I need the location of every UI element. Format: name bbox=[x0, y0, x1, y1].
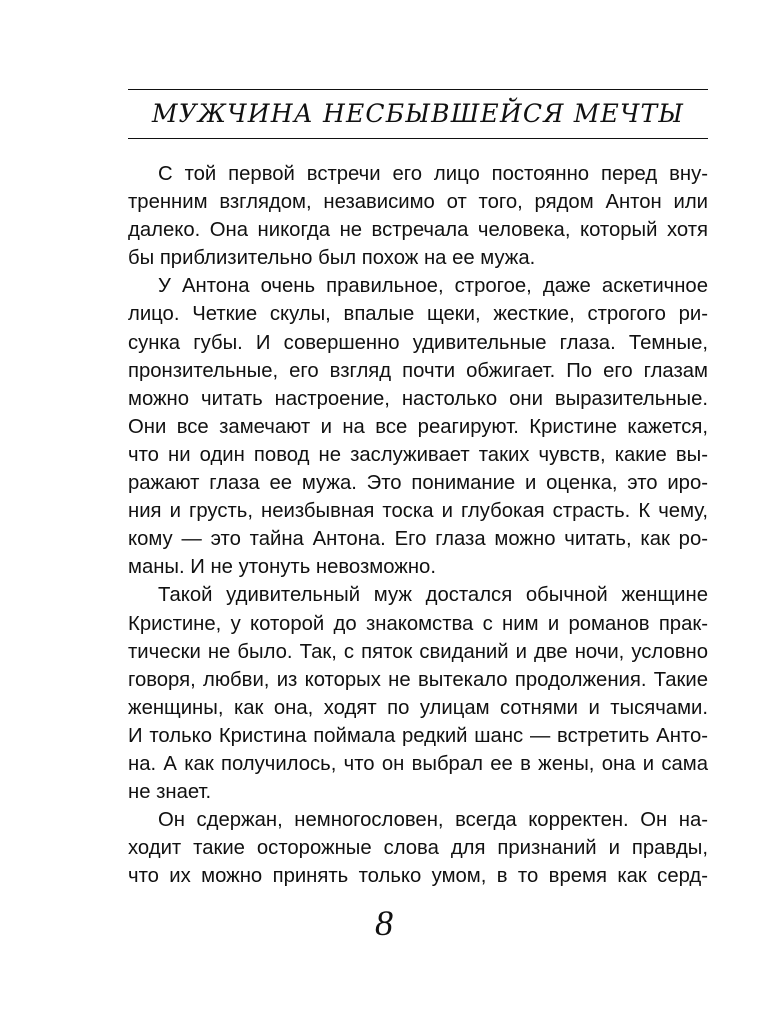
page-number: 8 bbox=[375, 903, 393, 943]
running-header-title: МУЖЧИНА НЕСБЫВШЕЙСЯ МЕЧТЫ bbox=[151, 99, 685, 128]
text-line: С той первой встречи его лицо постоянно перед вну- bbox=[158, 163, 708, 185]
text-line: ходит такие осторожные слова для признаний и правды, bbox=[128, 837, 708, 860]
paragraph bbox=[128, 806, 708, 890]
text-line: говоря, любви, из которых не вытекало продолжения. Такие bbox=[128, 668, 708, 691]
text-line: тренним взглядом, независимо от того, рядом Антон или bbox=[128, 191, 708, 214]
text-line: Они все замечают и на все реагируют. Кристине кажется, bbox=[128, 415, 708, 438]
text-line: что ни один повод не заслуживает таких чувств, какие вы- bbox=[128, 443, 708, 466]
header-rule-top bbox=[128, 89, 708, 90]
text-line: лицо. Четкие скулы, впалые щеки, жесткие, строгого ри- bbox=[128, 303, 708, 326]
text-line: ния и грусть, неизбывная тоска и глубокая страсть. К чему, bbox=[128, 500, 708, 523]
text-line: можно читать настроение, настолько они выразительные. bbox=[128, 387, 708, 410]
text-line: И только Кристина поймала редкий шанс — встретить Анто- bbox=[128, 724, 708, 747]
text-line: тически не было. Так, с пяток свиданий и две ночи, условно bbox=[128, 640, 708, 663]
text-line: Кристине, у которой до знакомства с ним и романов прак- bbox=[128, 612, 708, 635]
text-line: не знает. bbox=[128, 781, 212, 804]
text-line: женщины, как она, ходят по улицам сотнями и тысячами. bbox=[128, 696, 708, 719]
header-rule-bottom bbox=[128, 138, 708, 139]
text-line: маны. И не утонуть невозможно. bbox=[128, 556, 436, 579]
text-line: бы приблизительно был похож на ее мужа. bbox=[128, 247, 536, 270]
text-line: ражают глаза ее мужа. Это понимание и оценка, это иро- bbox=[128, 472, 708, 495]
paragraph bbox=[128, 272, 708, 581]
text-line: пронзительные, его взгляд почти обжигает. По его глазам bbox=[128, 359, 708, 382]
text-line: на. А как получилось, что он выбрал ее в жены, она и сама bbox=[128, 752, 708, 775]
page-body-text bbox=[128, 160, 708, 890]
text-line: кому — это тайна Антона. Его глаза можно читать, как ро- bbox=[128, 528, 708, 551]
text-line: что их можно принять только умом, в то время как серд- bbox=[128, 865, 708, 888]
text-line: Он сдержан, немногословен, всегда корректен. Он на- bbox=[158, 809, 708, 832]
paragraph bbox=[128, 581, 708, 806]
text-line: далеко. Она никогда не встречала человека, который хотя bbox=[128, 219, 708, 242]
text-line: сунка губы. И совершенно удивительные глаза. Темные, bbox=[128, 331, 708, 354]
text-line: У Антона очень правильное, строгое, даже аскетичное bbox=[158, 275, 708, 298]
paragraph bbox=[128, 160, 708, 272]
text-line: Такой удивительный муж достался обычной женщине bbox=[158, 584, 708, 607]
